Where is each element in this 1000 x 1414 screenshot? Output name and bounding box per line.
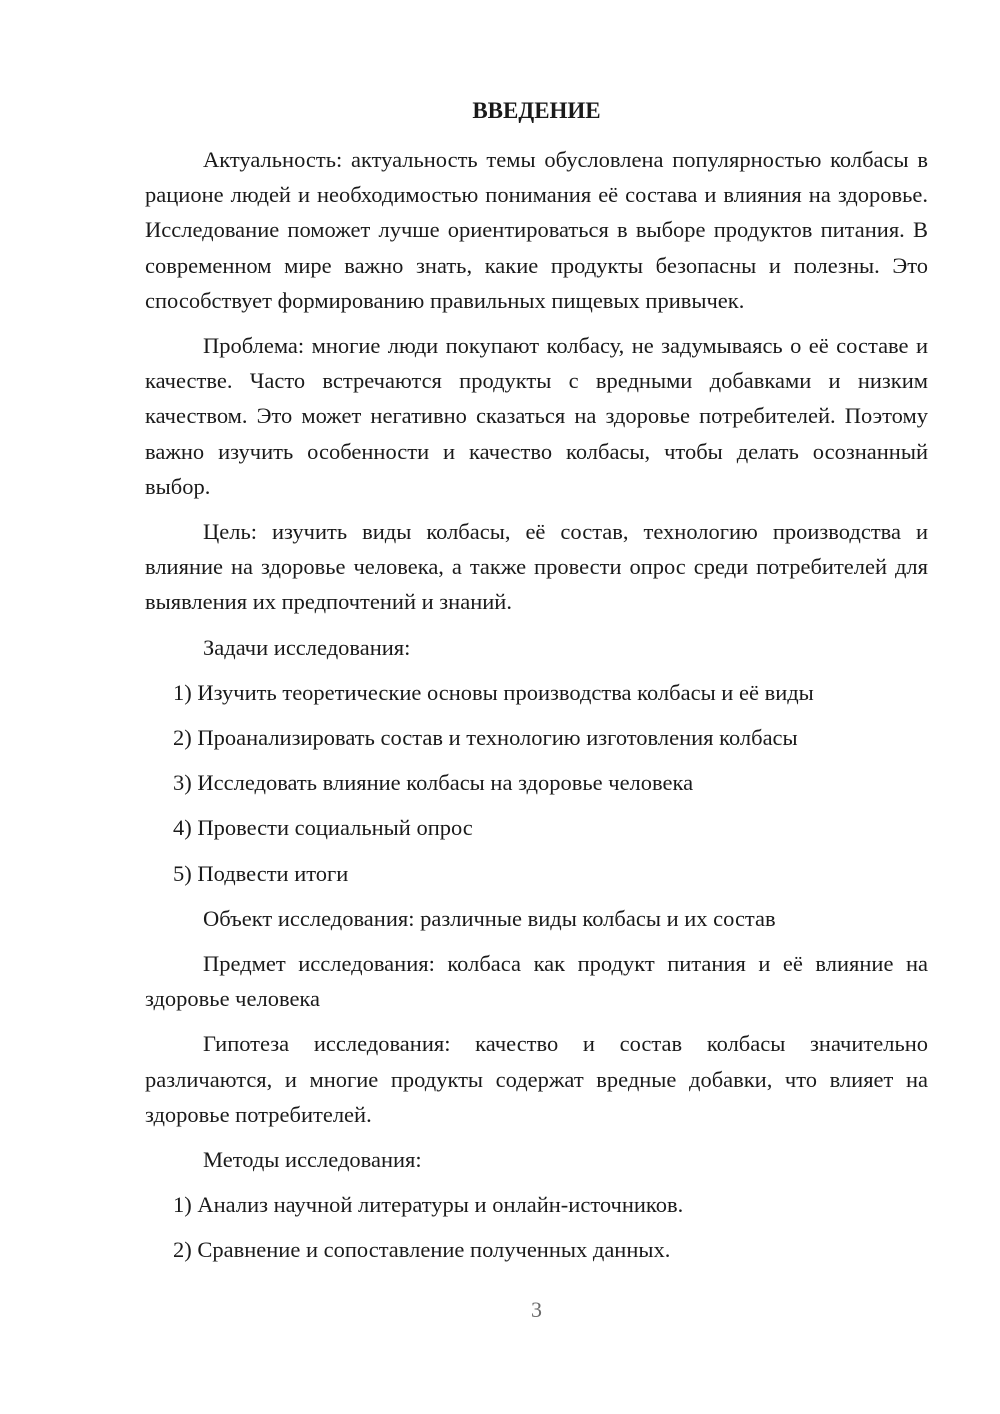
paragraph-relevance: Актуальность: актуальность темы обусловлена популярностью колбасы в рационе людей и необходимостью понимания её состава и влияния на здоровье. Исследование поможет лучше ориентироваться в выборе продуктов питания. В современном мире важно знать, какие продукты безопасны и полезны. Это способствует формированию правильных пищевых привычек. <box>145 147 928 313</box>
page-number: 3 <box>531 1297 542 1322</box>
page-title: ВВЕДЕНИЕ <box>472 98 601 123</box>
document-body <box>145 142 928 1278</box>
task-item-4: 4) Провести социальный опрос <box>173 815 473 841</box>
method-item-2: 2) Сравнение и сопоставление полученных данных. <box>173 1237 671 1263</box>
task-item-3: 3) Исследовать влияние колбасы на здоровье человека <box>173 770 694 796</box>
task-item-2: 2) Проанализировать состав и технологию изготовления колбасы <box>173 725 798 751</box>
tasks-heading: Задачи исследования: <box>203 634 411 660</box>
task-item-1: 1) Изучить теоретические основы производства колбасы и её виды <box>173 679 814 705</box>
method-item-1: 1) Анализ научной литературы и онлайн-источников. <box>173 1192 684 1218</box>
paragraph-object: Объект исследования: различные виды колбасы и их состав <box>203 905 776 931</box>
paragraph-hypothesis: Гипотеза исследования: качество и состав колбасы значительно различаются, и многие продукты содержат вредные добавки, что влияет на здоровье потребителей. <box>145 1031 928 1127</box>
document-page <box>145 0 928 1414</box>
task-item-5: 5) Подвести итоги <box>173 860 349 886</box>
paragraph-problem: Проблема: многие люди покупают колбасу, не задумываясь о её составе и качестве. Часто встречаются продукты с вредными добавками и низким качеством. Это может негативно сказаться на здоровье потребителей. Поэтому важно изучить особенности и качество колбасы, чтобы делать осознанный выбор. <box>145 333 928 499</box>
paragraph-subject: Предмет исследования: колбаса как продукт питания и её влияние на здоровье человека <box>145 951 928 1012</box>
paragraph-goal: Цель: изучить виды колбасы, её состав, технологию производства и влияние на здоровье человека, а также провести опрос среди потребителей для выявления их предпочтений и знаний. <box>145 519 928 615</box>
methods-heading: Методы исследования: <box>203 1147 422 1173</box>
